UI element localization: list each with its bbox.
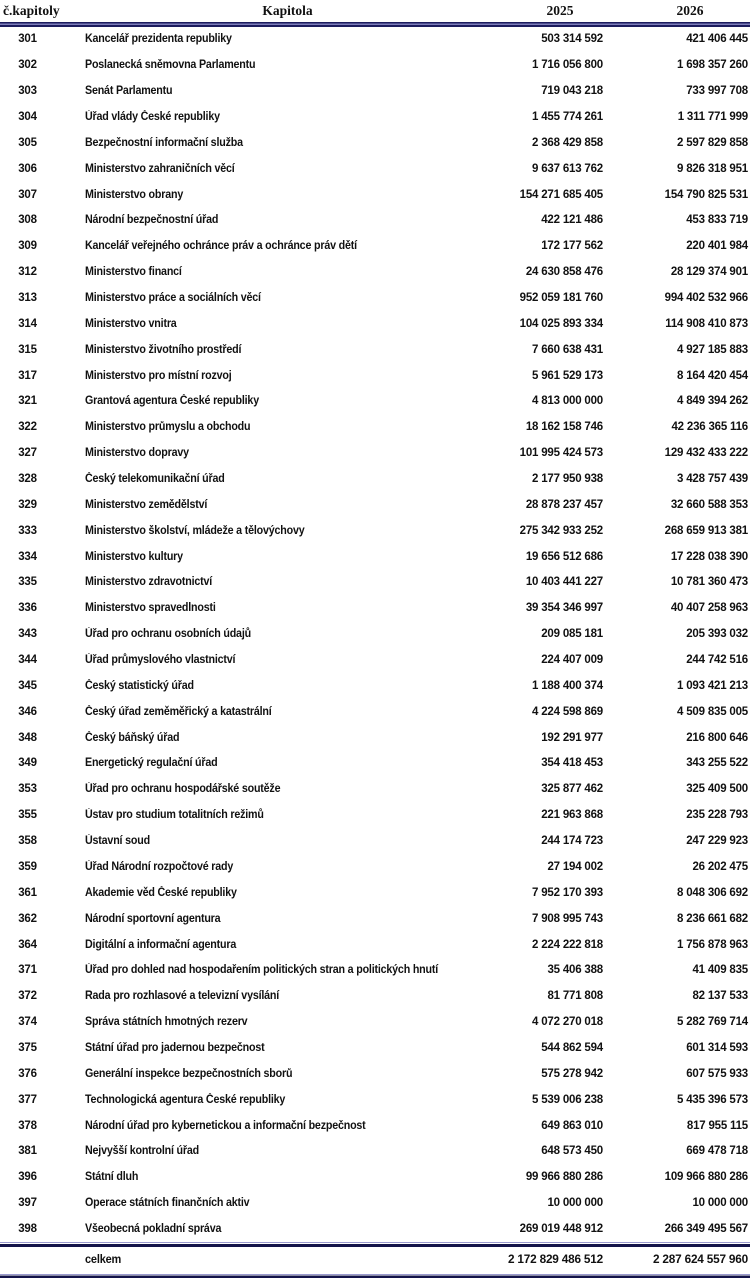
- table-row: [0, 570, 750, 596]
- chapter-number: 348: [18, 731, 37, 744]
- value-2025: 4 224 598 869: [532, 705, 603, 718]
- header-chapter-name: Kapitola: [262, 3, 313, 18]
- chapter-number: 328: [18, 473, 37, 486]
- value-2025: 719 043 218: [541, 85, 603, 98]
- table-row: [0, 673, 750, 699]
- table-row: [0, 906, 750, 932]
- chapter-number: 322: [18, 421, 37, 434]
- chapter-name: Ministerstvo obrany: [85, 188, 184, 201]
- value-2025: 18 162 158 746: [525, 421, 603, 434]
- value-2026: 216 800 646: [686, 731, 748, 744]
- value-2026: 42 236 365 116: [671, 421, 748, 434]
- value-2026: 244 742 516: [686, 654, 748, 667]
- value-2025: 4 072 270 018: [532, 1016, 603, 1029]
- chapter-number: 305: [18, 136, 37, 149]
- chapter-name: Operace státních finančních aktiv: [85, 1197, 250, 1210]
- chapter-name: Akademie věd České republiky: [85, 886, 237, 899]
- chapter-number: 344: [18, 654, 37, 667]
- value-2026: 4 509 835 005: [677, 705, 748, 718]
- value-2025: 2 177 950 938: [532, 473, 603, 486]
- value-2025: 503 314 592: [541, 33, 603, 46]
- value-2026: 607 575 933: [686, 1067, 748, 1080]
- value-2025: 7 660 638 431: [532, 343, 603, 356]
- value-2025: 1 455 774 261: [532, 111, 603, 123]
- value-2026: 154 790 825 531: [664, 188, 748, 201]
- value-2026: 114 908 410 873: [665, 317, 748, 330]
- chapter-name: Český úřad zeměměřický a katastrální: [85, 705, 272, 718]
- table-row: [0, 647, 750, 673]
- table-row: [0, 544, 750, 570]
- value-2025: 5 961 529 173: [532, 369, 603, 382]
- value-2025: 101 995 424 573: [519, 447, 603, 460]
- chapter-number: 377: [18, 1093, 37, 1106]
- value-2026: 817 955 115: [686, 1119, 748, 1132]
- header-row: [0, 0, 750, 22]
- value-2026: 26 202 475: [692, 860, 748, 873]
- chapter-name: Poslanecká sněmovna Parlamentu: [85, 59, 256, 72]
- table-row: [0, 285, 750, 311]
- value-2026: 1 756 878 963: [677, 938, 748, 951]
- chapter-number: 371: [18, 964, 37, 977]
- value-2026: 266 349 495 567: [664, 1222, 748, 1235]
- table-body: [0, 27, 750, 1242]
- table-row: [0, 1190, 750, 1216]
- value-2026: 205 393 032: [686, 628, 748, 641]
- value-2025: 27 194 002: [547, 860, 603, 873]
- chapter-name: Senát Parlamentu: [85, 85, 173, 98]
- chapter-number: 375: [18, 1041, 37, 1054]
- value-2025: 2 224 222 818: [532, 938, 603, 951]
- table-row: [0, 932, 750, 958]
- chapter-name: Ministerstvo kultury: [85, 550, 183, 563]
- chapter-number: 304: [18, 111, 37, 123]
- chapter-number: 315: [18, 343, 37, 356]
- chapter-number: 303: [18, 85, 37, 98]
- table-row: [0, 751, 750, 777]
- value-2025: 7 908 995 743: [532, 912, 603, 925]
- chapter-number: 378: [18, 1119, 37, 1132]
- value-2026: 453 833 719: [686, 214, 748, 227]
- value-2026: 8 164 420 454: [677, 369, 748, 382]
- value-2026: 1 093 421 213: [677, 679, 748, 692]
- chapter-name: Úřad pro ochranu hospodářské soutěže: [85, 783, 281, 796]
- chapter-number: 312: [18, 266, 37, 279]
- table-row: [0, 854, 750, 880]
- table-row: [0, 78, 750, 104]
- chapter-name: Energetický regulační úřad: [85, 757, 218, 770]
- table-row: [0, 208, 750, 234]
- chapter-name: Ministerstvo zahraničních věcí: [85, 162, 235, 175]
- chapter-number: 335: [18, 576, 37, 589]
- table-row: [0, 1061, 750, 1087]
- chapter-name: Národní bezpečnostní úřad: [85, 214, 219, 227]
- chapter-name: Rada pro rozhlasové a televizní vysílání: [85, 990, 280, 1003]
- chapter-name: Úřad pro dohled nad hospodařením politických stran a politických hnutí: [85, 964, 439, 977]
- chapter-number: 349: [18, 757, 37, 770]
- chapter-name: Všeobecná pokladní správa: [85, 1222, 222, 1235]
- value-2025: 952 059 181 760: [519, 292, 603, 305]
- table-row: [0, 621, 750, 647]
- table-row: [0, 466, 750, 492]
- chapter-number: 358: [18, 835, 37, 848]
- chapter-name: Generální inspekce bezpečnostních sborů: [85, 1067, 293, 1080]
- table-row: [0, 699, 750, 725]
- table-row: [0, 414, 750, 440]
- value-2025: 10 403 441 227: [525, 576, 603, 589]
- chapter-number: 346: [18, 705, 37, 718]
- table-row: [0, 492, 750, 518]
- chapter-number: 301: [18, 33, 37, 46]
- value-2026: 3 428 757 439: [677, 473, 748, 486]
- table-row: [0, 518, 750, 544]
- value-2026: 32 660 588 353: [670, 498, 748, 511]
- value-2025: 2 368 429 858: [532, 136, 603, 149]
- table-row: [0, 776, 750, 802]
- table-row: [0, 130, 750, 156]
- chapter-name: Státní dluh: [85, 1171, 139, 1184]
- chapter-name: Český statistický úřad: [85, 679, 194, 692]
- value-2026: 17 228 038 390: [670, 550, 748, 563]
- value-2025: 28 878 237 457: [525, 498, 603, 511]
- value-2026: 82 137 533: [692, 990, 748, 1003]
- table-row: [0, 1138, 750, 1164]
- value-2026: 5 435 396 573: [677, 1093, 748, 1106]
- value-2025: 275 342 933 252: [519, 524, 603, 537]
- header-year-2026: 2026: [676, 3, 704, 18]
- value-2026: 601 314 593: [686, 1041, 748, 1054]
- chapter-number: 374: [18, 1016, 37, 1029]
- chapter-number: 359: [18, 860, 37, 873]
- table-row: [0, 337, 750, 363]
- chapter-number: 361: [18, 886, 37, 899]
- table-row: [0, 182, 750, 208]
- value-2025: 39 354 346 997: [525, 602, 603, 615]
- chapter-name: Digitální a informační agentura: [85, 938, 237, 951]
- value-2025: 104 025 893 334: [519, 317, 603, 330]
- header-year-2025: 2025: [546, 3, 574, 18]
- table-row: [0, 595, 750, 621]
- chapter-name: Úřad pro ochranu osobních údajů: [85, 628, 251, 641]
- chapter-number: 307: [18, 188, 37, 201]
- value-2026: 40 407 258 963: [670, 602, 748, 615]
- value-2026: 10 781 360 473: [670, 576, 748, 589]
- value-2026: 994 402 532 966: [664, 292, 748, 305]
- value-2025: 154 271 685 405: [519, 188, 603, 201]
- value-2026: 8 236 661 682: [677, 912, 748, 925]
- chapter-number: 317: [18, 369, 37, 382]
- chapter-name: Kancelář prezidenta republiky: [85, 33, 232, 46]
- value-2025: 5 539 006 238: [532, 1093, 603, 1106]
- table-row: [0, 1216, 750, 1242]
- table-row: [0, 311, 750, 337]
- value-2025: 221 963 868: [541, 809, 603, 822]
- value-2026: 247 229 923: [686, 835, 748, 848]
- value-2026: 235 228 793: [686, 809, 748, 822]
- chapter-name: Ministerstvo vnitra: [85, 317, 177, 330]
- chapter-name: Správa státních hmotných rezerv: [85, 1016, 248, 1029]
- chapter-name: Ministerstvo práce a sociálních věcí: [85, 292, 261, 305]
- value-2026: 109 966 880 286: [664, 1171, 748, 1184]
- value-2025: 209 085 181: [541, 628, 603, 641]
- table-row: [0, 389, 750, 415]
- value-2026: 4 927 185 883: [677, 343, 748, 356]
- chapter-number: 334: [18, 550, 37, 563]
- chapter-name: Technologická agentura České republiky: [85, 1093, 286, 1106]
- value-2026: 343 255 522: [686, 757, 748, 770]
- value-2025: 19 656 512 686: [525, 550, 603, 563]
- chapter-number: 362: [18, 912, 37, 925]
- value-2025: 7 952 170 393: [532, 886, 603, 899]
- chapter-name: Úřad průmyslového vlastnictví: [85, 654, 236, 667]
- chapter-name: Ministerstvo zemědělství: [85, 498, 208, 511]
- value-2025: 9 637 613 762: [532, 162, 603, 175]
- value-2026: 1 698 357 260: [677, 59, 748, 72]
- chapter-number: 381: [18, 1145, 37, 1158]
- value-2025: 544 862 594: [541, 1041, 603, 1054]
- chapter-number: 309: [18, 240, 37, 253]
- table-row: [0, 1035, 750, 1061]
- table-row: [0, 1087, 750, 1113]
- chapter-number: 333: [18, 524, 37, 537]
- chapter-name: Český telekomunikační úřad: [85, 473, 225, 486]
- value-2026: 41 409 835: [692, 964, 748, 977]
- chapter-number: 327: [18, 447, 37, 460]
- table-row: [0, 440, 750, 466]
- table-row: [0, 828, 750, 854]
- chapter-number: 345: [18, 679, 37, 692]
- chapter-number: 355: [18, 809, 37, 822]
- chapter-name: Ministerstvo zdravotnictví: [85, 576, 213, 589]
- bottom-border-line: [0, 1274, 750, 1278]
- chapter-name: Ministerstvo životního prostředí: [85, 343, 242, 356]
- chapter-number: 321: [18, 395, 37, 408]
- total-row: [0, 1247, 750, 1272]
- chapter-number: 372: [18, 990, 37, 1003]
- table-row: [0, 363, 750, 389]
- value-2025: 325 877 462: [541, 783, 603, 796]
- value-2025: 24 630 858 476: [525, 266, 603, 279]
- value-2025: 422 121 486: [541, 214, 603, 227]
- chapter-number: 313: [18, 292, 37, 305]
- value-2026: 10 000 000: [692, 1197, 748, 1210]
- value-2025: 648 573 450: [541, 1145, 603, 1158]
- table-row: [0, 802, 750, 828]
- chapter-name: Ministerstvo dopravy: [85, 447, 189, 460]
- table-row: [0, 1164, 750, 1190]
- chapter-name: Ministerstvo průmyslu a obchodu: [85, 421, 251, 434]
- chapter-number: 308: [18, 214, 37, 227]
- value-2025: 35 406 388: [547, 964, 603, 977]
- table-row: [0, 957, 750, 983]
- total-value-2026: 2 287 624 557 960: [652, 1252, 748, 1267]
- chapter-number: 302: [18, 59, 37, 72]
- value-2026: 669 478 718: [686, 1145, 748, 1158]
- chapter-name: Úřad vlády České republiky: [85, 111, 220, 123]
- table-row: [0, 156, 750, 182]
- chapter-name: Ústav pro studium totalitních režimů: [85, 809, 264, 822]
- value-2025: 269 019 448 912: [519, 1222, 603, 1235]
- value-2026: 268 659 913 381: [664, 524, 748, 537]
- chapter-name: Národní úřad pro kybernetickou a informační bezpečnost: [85, 1119, 366, 1132]
- table-row: [0, 27, 750, 53]
- table-row: [0, 233, 750, 259]
- value-2026: 129 432 433 222: [664, 447, 748, 460]
- chapter-name: Bezpečnostní informační služba: [85, 136, 243, 149]
- value-2025: 244 174 723: [541, 835, 603, 848]
- value-2025: 4 813 000 000: [532, 395, 603, 408]
- chapter-number: 397: [18, 1197, 37, 1210]
- chapter-number: 396: [18, 1171, 37, 1184]
- total-value-2025: 2 172 829 486 512: [507, 1252, 603, 1267]
- chapter-number: 353: [18, 783, 37, 796]
- chapter-number: 306: [18, 162, 37, 175]
- chapter-name: Nejvyšší kontrolní úřad: [85, 1145, 199, 1158]
- value-2026: 5 282 769 714: [677, 1016, 748, 1029]
- value-2025: 649 863 010: [541, 1119, 603, 1132]
- table-row: [0, 880, 750, 906]
- table-row: [0, 104, 750, 130]
- chapter-name: Český báňský úřad: [85, 731, 180, 744]
- table-row: [0, 52, 750, 78]
- chapter-name: Ministerstvo financí: [85, 266, 182, 279]
- chapter-name: Úřad Národní rozpočtové rady: [85, 860, 234, 873]
- value-2026: 2 597 829 858: [677, 136, 748, 149]
- chapter-name: Ministerstvo spravedlnosti: [85, 602, 216, 615]
- chapter-name: Kancelář veřejného ochránce práv a ochránce práv dětí: [85, 240, 357, 253]
- table-row: [0, 983, 750, 1009]
- value-2025: 10 000 000: [547, 1197, 603, 1210]
- value-2025: 354 418 453: [541, 757, 603, 770]
- chapter-number: 336: [18, 602, 37, 615]
- value-2026: 733 997 708: [686, 85, 748, 98]
- value-2025: 192 291 977: [541, 731, 603, 744]
- chapter-name: Ministerstvo pro místní rozvoj: [85, 369, 232, 382]
- value-2026: 421 406 445: [686, 33, 748, 46]
- chapter-number: 364: [18, 938, 37, 951]
- value-2025: 99 966 880 286: [525, 1171, 603, 1184]
- value-2025: 1 188 400 374: [532, 679, 603, 692]
- table-row: [0, 1009, 750, 1035]
- value-2026: 1 311 771 999: [677, 111, 748, 123]
- value-2025: 575 278 942: [541, 1067, 603, 1080]
- value-2025: 81 771 808: [547, 990, 603, 1003]
- value-2026: 325 409 500: [686, 783, 748, 796]
- chapter-name: Státní úřad pro jadernou bezpečnost: [85, 1041, 265, 1054]
- chapter-number: 343: [18, 628, 37, 641]
- value-2025: 172 177 562: [541, 240, 603, 253]
- table-row: [0, 1113, 750, 1139]
- chapter-name: Národní sportovní agentura: [85, 912, 221, 925]
- chapter-number: 329: [18, 498, 37, 511]
- table-row: [0, 725, 750, 751]
- value-2025: 1 716 056 800: [532, 59, 603, 72]
- chapter-name: Grantová agentura České republiky: [85, 395, 259, 408]
- chapter-name: Ministerstvo školství, mládeže a tělovýchovy: [85, 524, 305, 537]
- value-2026: 8 048 306 692: [677, 886, 748, 899]
- value-2026: 28 129 374 901: [670, 266, 748, 279]
- chapter-number: 314: [18, 317, 37, 330]
- total-label: celkem: [85, 1252, 122, 1267]
- header-chapter-number: č.kapitoly: [3, 3, 60, 18]
- chapter-number: 376: [18, 1067, 37, 1080]
- table-row: [0, 259, 750, 285]
- value-2025: 224 407 009: [541, 654, 603, 667]
- value-2026: 9 826 318 951: [677, 162, 748, 175]
- value-2026: 4 849 394 262: [677, 395, 748, 408]
- value-2026: 220 401 984: [686, 240, 748, 253]
- chapter-number: 398: [18, 1222, 37, 1235]
- chapter-name: Ústavní soud: [85, 835, 150, 848]
